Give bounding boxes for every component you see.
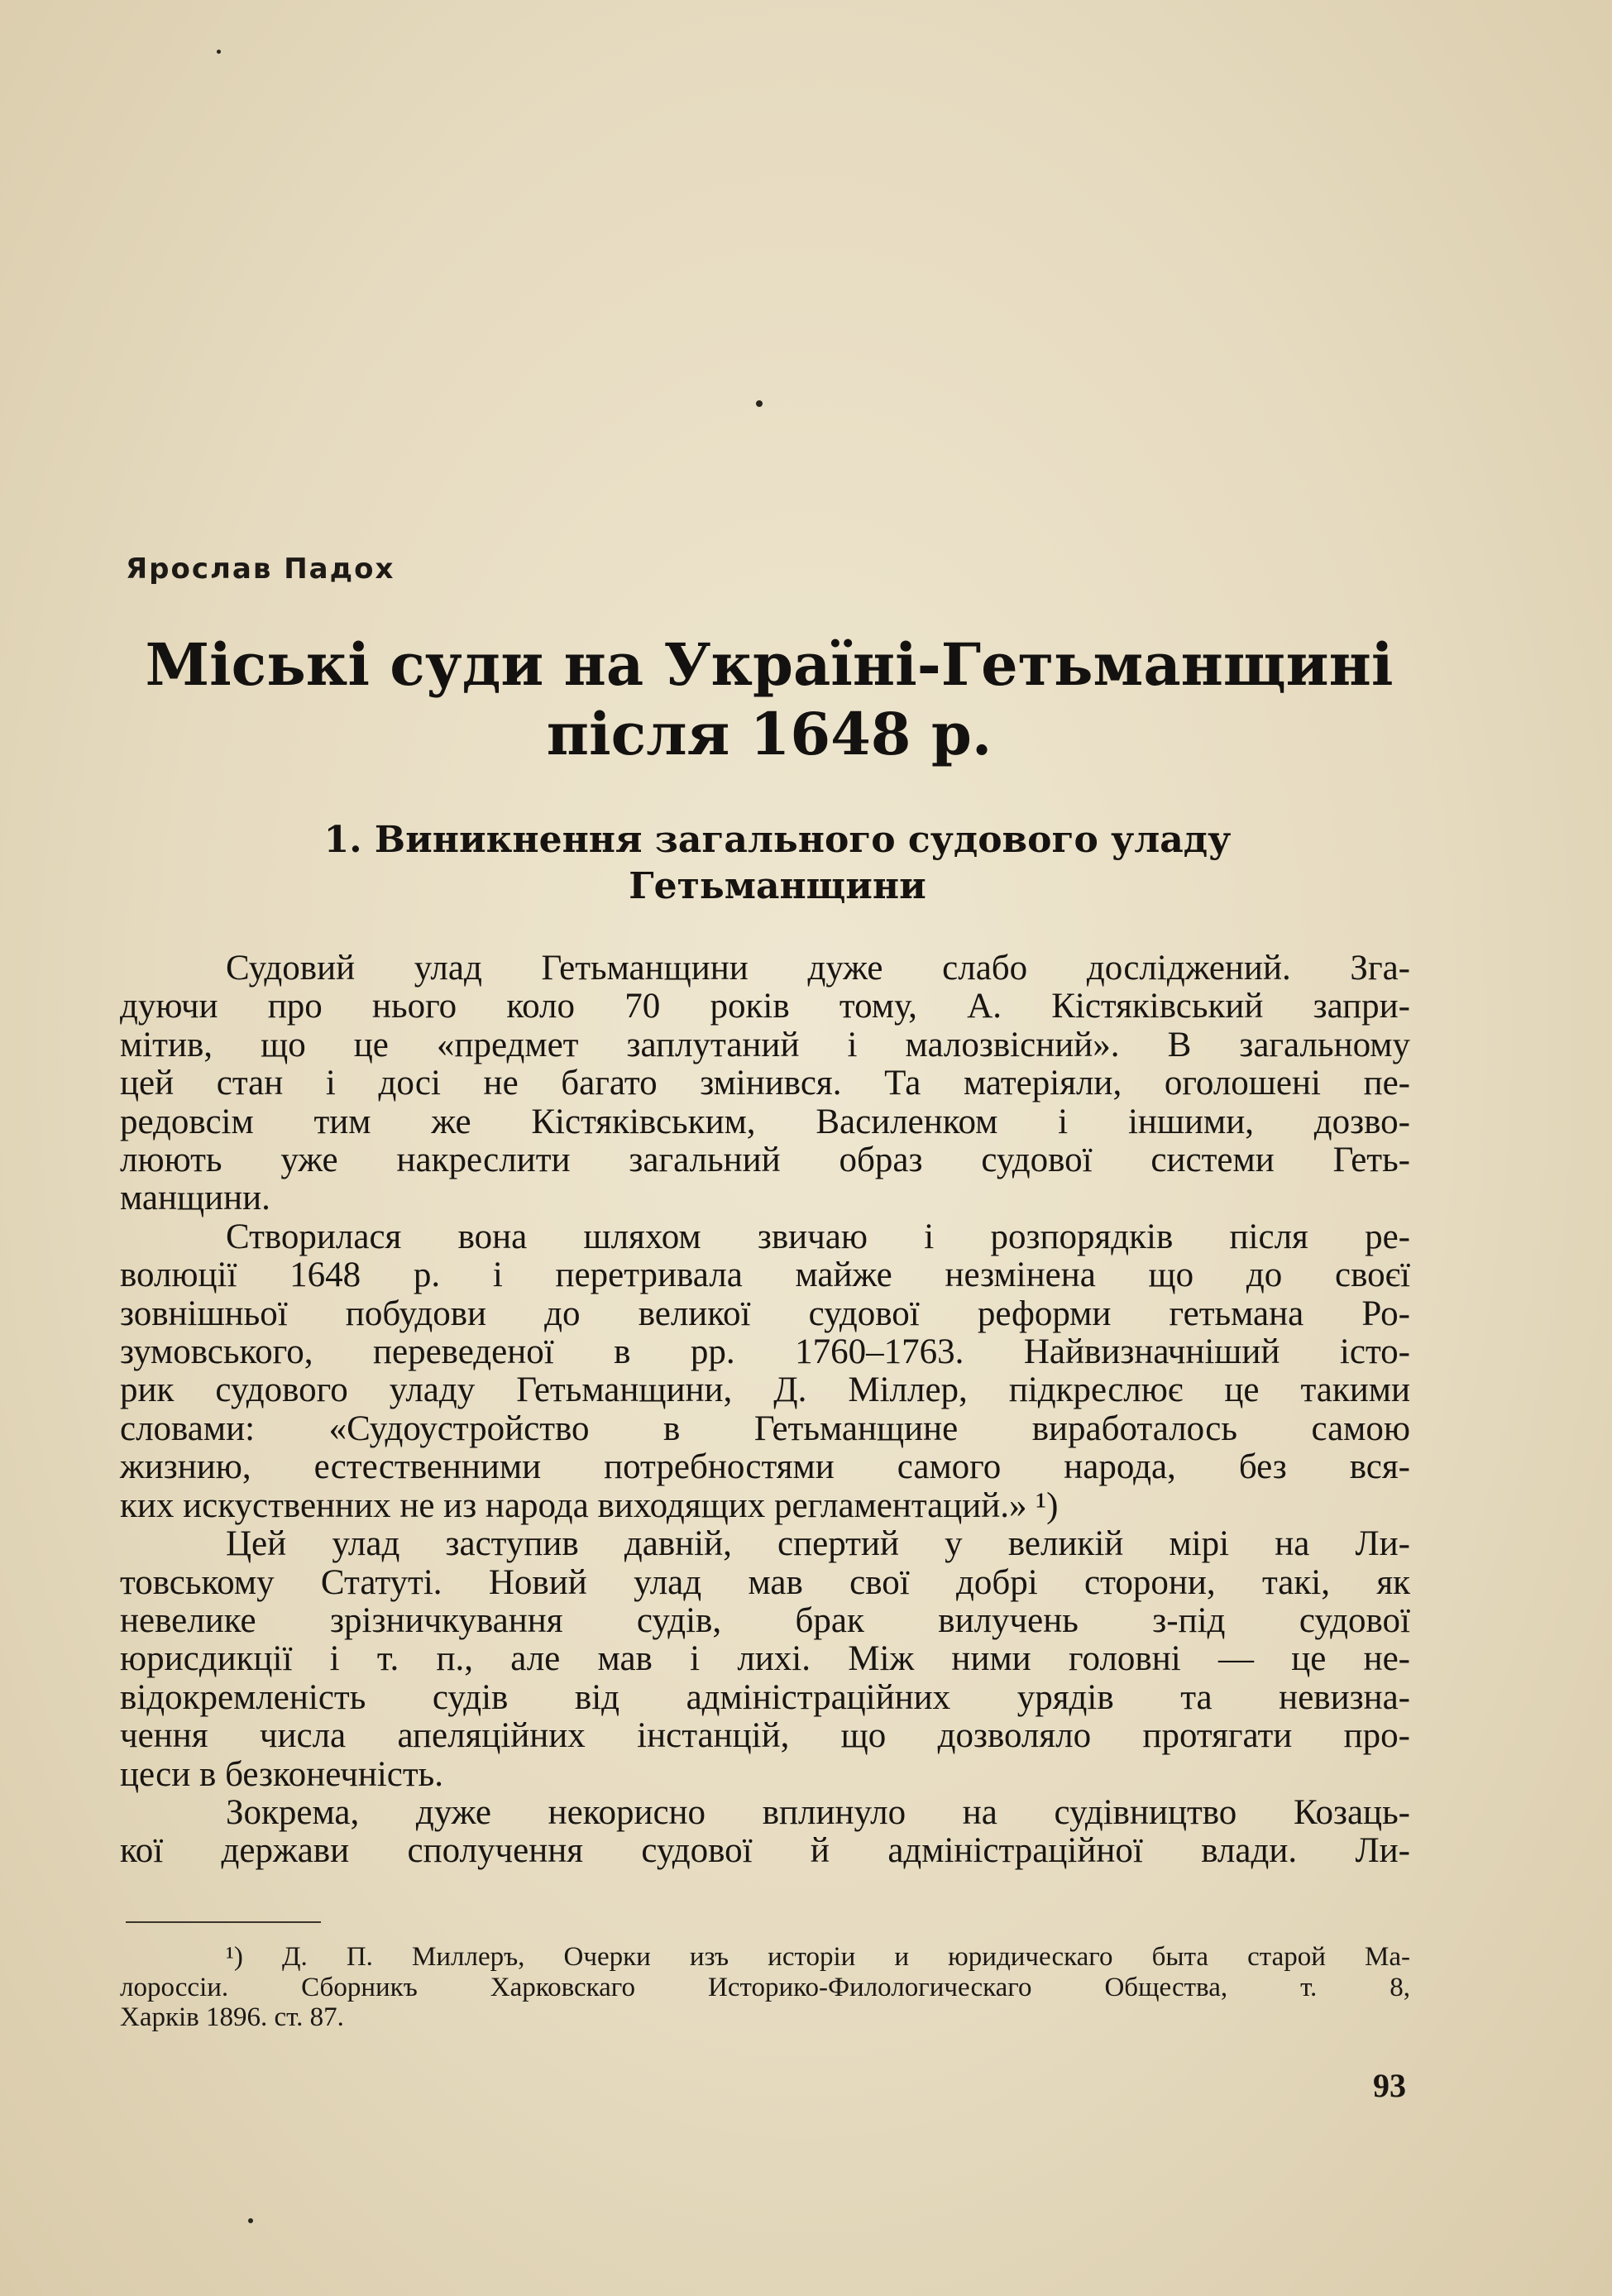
author-name: Ярослав Падох xyxy=(126,552,395,586)
body-line: мітив, що це «предмет заплутаний і малозвісний». В загальному xyxy=(120,1025,1410,1064)
body-line: Створилася вона шляхом звичаю і розпорядків після ре- xyxy=(226,1217,1410,1256)
article-title xyxy=(99,630,1439,769)
body-line: рик судового уладу Гетьманщини, Д. Міллер, підкреслює це такими xyxy=(120,1370,1410,1410)
body-line: Зокрема, дуже некорисно вплинуло на судівництво Козаць- xyxy=(226,1792,1410,1832)
footnote-rule xyxy=(126,1921,321,1923)
ink-speck xyxy=(248,2218,253,2223)
footnote xyxy=(120,1942,1410,2033)
body-line: волюції 1648 р. і перетривала майже незмінена що до своєї xyxy=(120,1256,1410,1295)
section-heading-line-1: 1. Виникнення загального судового уладу xyxy=(323,819,1232,861)
page-number: 93 xyxy=(1373,2067,1406,2104)
body-line: редовсім тим же Кістяківським, Василенком і іншими, дозво- xyxy=(120,1102,1410,1141)
body-line: зовнішньої побудови до великої судової реформи гетьмана Ро- xyxy=(120,1294,1410,1333)
title-line-1: Міські суди на Україні-Гетьманщині xyxy=(145,630,1394,699)
body-line: відокремленість судів від адміністраційних урядів та невизна- xyxy=(120,1677,1410,1717)
ink-speck xyxy=(756,400,763,407)
body-line: ких искуственних не из народа виходящих регламентаций.» ¹) xyxy=(120,1485,1059,1525)
body-text xyxy=(120,949,1410,1871)
body-line: кої держави сполучення судової й адміністраційної влади. Ли- xyxy=(120,1831,1410,1871)
body-line: невелике зрізничкування судів, брак вилучень з-під судової xyxy=(120,1600,1410,1640)
footnote-line: ¹) Д. П. Миллеръ, Очерки изъ исторіи и юридическаго быта старой Ма- xyxy=(226,1942,1410,1972)
ink-speck xyxy=(217,50,221,54)
body-line: цей стан і досі не багато змінився. Та матеріяли, оголошені пе- xyxy=(120,1064,1410,1103)
body-line: дуючи про нього коло 70 років тому, А. Кістяківський запри- xyxy=(120,987,1410,1026)
section-heading xyxy=(165,817,1390,910)
title-line-2: після 1648 р. xyxy=(546,700,993,768)
body-line: чення числа апеляційних інстанцій, що дозволяло протягати про- xyxy=(120,1716,1410,1756)
body-line: цеси в безконечність. xyxy=(120,1754,444,1794)
section-heading-line-2: Гетьманщини xyxy=(629,865,926,907)
body-line: юрисдикції і т. п., але мав і лихі. Між ними головні — це не- xyxy=(120,1639,1410,1679)
body-line: люють уже накреслити загальний образ судової системи Геть- xyxy=(120,1141,1410,1180)
body-line: Судовий улад Гетьманщини дуже слабо досліджений. Зга- xyxy=(226,949,1410,988)
footnote-line: лороссіи. Сборникъ Харковскаго Историко-Филологическаго Общества, т. 8, xyxy=(120,1972,1410,2002)
body-line: Цей улад заступив давній, спертий у великій мірі на Ли- xyxy=(226,1524,1410,1564)
body-line: манщини. xyxy=(120,1179,270,1218)
body-line: зумовського, переведеної в рр. 1760–1763. Найвизначніший істо- xyxy=(120,1332,1410,1372)
body-line: словами: «Судоустройство в Гетьманщине виработалось самою xyxy=(120,1409,1410,1448)
body-line: жизнию, естественними потребностями самого народа, без вся- xyxy=(120,1447,1410,1487)
body-line: товському Статуті. Новий улад мав свої добрі сторони, такі, як xyxy=(120,1562,1410,1602)
footnote-line: Харків 1896. ст. 87. xyxy=(120,2002,344,2032)
